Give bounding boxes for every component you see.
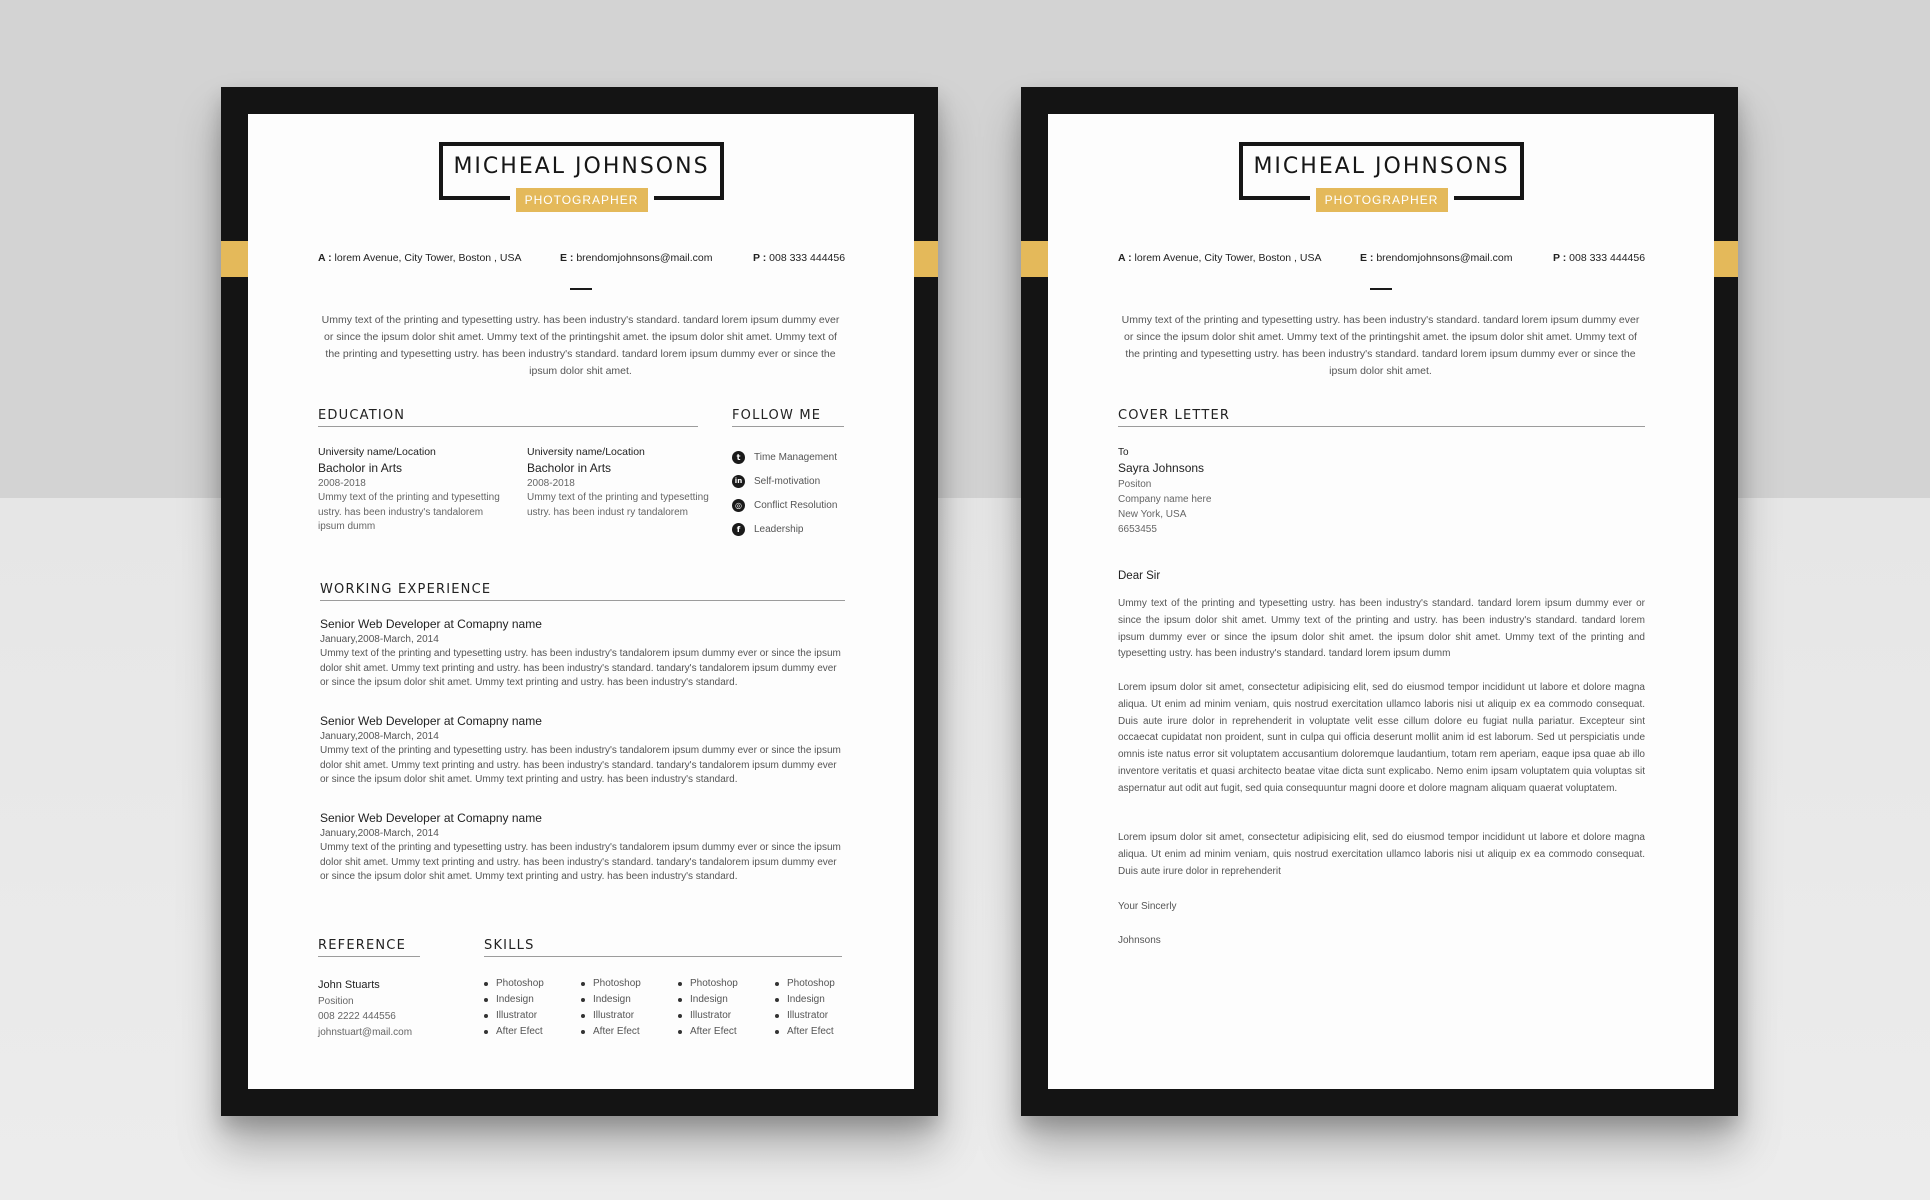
- follow-item[interactable]: [732, 493, 837, 517]
- experience-item: [320, 713, 845, 788]
- skill-item: Indesign: [579, 992, 641, 1008]
- experience-heading: WORKING EXPERIENCE: [320, 582, 845, 601]
- skills-column: [773, 976, 835, 1040]
- follow-list: [732, 445, 837, 541]
- follow-label: Self-motivation: [754, 475, 821, 487]
- resume-intro: Ummy text of the printing and typesetting ustry. has been industry's standard. tandard lorem ipsum dummy ever or since the ipsum dolor shit amet. Ummy text of the printingshit amet. the ipsum dolor shit amet. Ummy text of the printing and typesetting ustry. has been industry's standard. tandard lorem ipsum dummy ever or since the ipsum dolor shit amet.: [321, 314, 840, 377]
- job-title: Senior Web Developer at Comapny name: [320, 811, 542, 825]
- job-dates: January,2008-March, 2014: [320, 634, 439, 645]
- resume-role-badge: PHOTOGRAPHER: [510, 188, 654, 212]
- salutation: Dear Sir: [1118, 570, 1161, 582]
- education-description: Ummy text of the printing and typesetting ustry. has been indust ry tandalorem: [527, 492, 709, 518]
- job-description: Ummy text of the printing and typesetting ustry. has been industry's tandalorem ipsum dummy ever or since the ipsum dolor shit amet. Ummy text printing and ustry. has been industry's standard. tandary's tandalorem ipsum dummy ever or since the ipsum dolor shit amet. Ummy text printing and ustry. has been industry's standard.: [320, 745, 841, 785]
- cover-letter-sheet: [1021, 87, 1738, 1116]
- cover-phone: P : 008 333 444456: [1553, 252, 1646, 264]
- reference-block: [318, 978, 412, 1040]
- skill-item: Photoshop: [676, 976, 738, 992]
- education-university: University name/Location: [318, 446, 436, 458]
- cover-letter-heading: COVER LETTER: [1118, 408, 1645, 427]
- resume-left-tab: [221, 241, 248, 277]
- education-years: 2008-2018: [318, 477, 366, 489]
- skill-item: Photoshop: [579, 976, 641, 992]
- instagram-icon: ◎: [732, 499, 745, 512]
- reference-email: johnstuart@mail.com: [318, 1026, 413, 1038]
- letter-signature: Johnsons: [1118, 935, 1161, 946]
- education-item: [318, 445, 503, 535]
- skill-item: Photoshop: [482, 976, 544, 992]
- resume-paper: [248, 114, 914, 1089]
- education-description: Ummy text of the printing and typesetting ustry. has been industry's tandalorem ipsum dumm: [318, 492, 500, 532]
- reference-heading: REFERENCE: [318, 938, 420, 957]
- cover-email: E : brendomjohnsons@mail.com: [1360, 252, 1513, 264]
- reference-position: Position: [318, 995, 354, 1007]
- recipient-zip: 6653455: [1118, 524, 1157, 535]
- skill-item: After Efect: [482, 1024, 544, 1040]
- recipient-city: New York, USA: [1118, 509, 1187, 520]
- education-degree: Bacholor in Arts: [318, 460, 403, 475]
- cover-divider-dash: [1370, 288, 1392, 290]
- job-dates: January,2008-March, 2014: [320, 828, 439, 839]
- resume-address: A : lorem Avenue, City Tower, Boston , USA: [318, 252, 522, 264]
- job-title: Senior Web Developer at Comapny name: [320, 617, 542, 631]
- cover-left-tab: [1021, 241, 1048, 277]
- letter-paragraph: Lorem ipsum dolor sit amet, consectetur adipisicing elit, sed do eiusmod tempor incididunt ut labore et dolore magna aliqua. Ut enim ad minim veniam, quis nostrud exercitation ullamco laboris nisi ut aliquip ex ea commodo consequat. Duis aute irure dolor in reprehenderit: [1118, 832, 1645, 877]
- cover-role-badge: PHOTOGRAPHER: [1310, 188, 1454, 212]
- skill-item: Illustrator: [482, 1008, 544, 1024]
- follow-label: Leadership: [754, 523, 804, 535]
- cover-name: MICHEAL JOHNSONS: [1253, 154, 1510, 179]
- follow-item[interactable]: [732, 445, 837, 469]
- recipient-company: Company name here: [1118, 494, 1212, 505]
- follow-item[interactable]: [732, 517, 837, 541]
- education-degree: Bacholor in Arts: [527, 460, 612, 475]
- experience-item: [320, 810, 845, 885]
- education-years: 2008-2018: [527, 477, 575, 489]
- resume-name: MICHEAL JOHNSONS: [453, 154, 710, 179]
- recipient-to-label: To: [1118, 447, 1129, 458]
- recipient-position: Positon: [1118, 479, 1152, 490]
- resume-email: E : brendomjohnsons@mail.com: [560, 252, 713, 264]
- skills-column: [676, 976, 738, 1040]
- skill-item: After Efect: [773, 1024, 835, 1040]
- reference-phone: 008 2222 444556: [318, 1011, 396, 1022]
- skills-heading: SKILLS: [484, 938, 842, 957]
- job-dates: January,2008-March, 2014: [320, 731, 439, 742]
- job-description: Ummy text of the printing and typesetting ustry. has been industry's tandalorem ipsum dummy ever or since the ipsum dolor shit amet. Ummy text printing and ustry. has been industry's standard. tandary's tandalorem ipsum dummy ever or since the ipsum dolor shit amet. Ummy text printing and ustry. has been industry's standard.: [320, 648, 841, 688]
- letter-paragraph: Ummy text of the printing and typesetting ustry. has been industry's standard. tandard lorem ipsum dummy ever or since the ipsum dolor shit amet. Ummy text of the printing and ustry. has been industry's standard. tandard lorem ipsum dummy ever or since the ipsum dolor shit amet. the ipsum dolor shit amet. Ummy text of the printing and typesetting ustry. has been industry's standard. tandard lorem ipsum dumm: [1118, 598, 1645, 660]
- cover-address: A : lorem Avenue, City Tower, Boston , USA: [1118, 252, 1322, 264]
- resume-right-tab: [911, 241, 938, 277]
- education-university: University name/Location: [527, 446, 645, 458]
- skill-item: Indesign: [482, 992, 544, 1008]
- cover-paper: [1048, 114, 1714, 1089]
- follow-label: Time Management: [754, 451, 837, 463]
- skill-item: Illustrator: [676, 1008, 738, 1024]
- job-title: Senior Web Developer at Comapny name: [320, 714, 542, 728]
- reference-name: John Stuarts: [318, 979, 380, 991]
- linkedin-icon: in: [732, 475, 745, 488]
- skill-item: Photoshop: [773, 976, 835, 992]
- follow-label: Conflict Resolution: [754, 499, 838, 511]
- skill-item: Illustrator: [773, 1008, 835, 1024]
- skill-item: After Efect: [676, 1024, 738, 1040]
- resume-name-box: [439, 142, 724, 207]
- job-description: Ummy text of the printing and typesetting ustry. has been industry's tandalorem ipsum dummy ever or since the ipsum dolor shit amet. Ummy text printing and ustry. has been industry's standard. tandary's tandalorem ipsum dummy ever or since the ipsum dolor shit amet. Ummy text printing and ustry. has been industry's standard.: [320, 842, 841, 882]
- experience-item: [320, 616, 845, 691]
- letter-closing: Your Sincerly: [1118, 901, 1177, 912]
- skill-item: Indesign: [773, 992, 835, 1008]
- facebook-icon: f: [732, 523, 745, 536]
- follow-item[interactable]: [732, 469, 837, 493]
- skill-item: Illustrator: [579, 1008, 641, 1024]
- skill-item: After Efect: [579, 1024, 641, 1040]
- cover-intro: Ummy text of the printing and typesetting ustry. has been industry's standard. tandard lorem ipsum dummy ever or since the ipsum dolor shit amet. Ummy text of the printingshit amet. the ipsum dolor shit amet. Ummy text of the printing and typesetting ustry. has been industry's standard. tandard lorem ipsum dummy ever or since the ipsum dolor shit amet.: [1121, 314, 1640, 377]
- follow-heading: FOLLOW ME: [732, 408, 844, 427]
- resume-sheet: [221, 87, 938, 1116]
- skill-item: Indesign: [676, 992, 738, 1008]
- resume-phone: P : 008 333 444456: [753, 252, 846, 264]
- education-item: [527, 445, 712, 520]
- skills-column: [482, 976, 544, 1040]
- twitter-icon: t: [732, 451, 745, 464]
- recipient-name: Sayra Johnsons: [1118, 461, 1205, 475]
- cover-name-box: [1239, 142, 1524, 207]
- education-heading: EDUCATION: [318, 408, 698, 427]
- letter-paragraph: Lorem ipsum dolor sit amet, consectetur adipisicing elit, sed do eiusmod tempor incididunt ut labore et dolore magna aliqua. Ut enim ad minim veniam, quis nostrud exercitation ullamco laboris nisi ut aliquip ex ea commodo consequat. Duis aute irure dolor in reprehenderit in voluptate velit esse cillum dolore eu fugiat nulla pariatur. Excepteur sint occaecat cupidatat non proident, sunt in culpa qui officia deserunt mollit anim id est laborum. Sed ut perspiciatis unde omnis iste natus error sit voluptatem accusantium doloremque laudantium, totam rem aperiam, eaque ipsa quae ab illo inventore veritatis et quasi architecto beatae vitae dicta sunt explicabo. Nemo enim ipsam voluptatem quia voluptas sit aspernatur aut odit aut fugit, sed quia consequuntur magni doore et dolore magnam aliquam quaerat voluptatem.: [1118, 682, 1645, 794]
- recipient-block: [1118, 445, 1211, 537]
- cover-right-tab: [1711, 241, 1738, 277]
- resume-divider-dash: [570, 288, 592, 290]
- skills-column: [579, 976, 641, 1040]
